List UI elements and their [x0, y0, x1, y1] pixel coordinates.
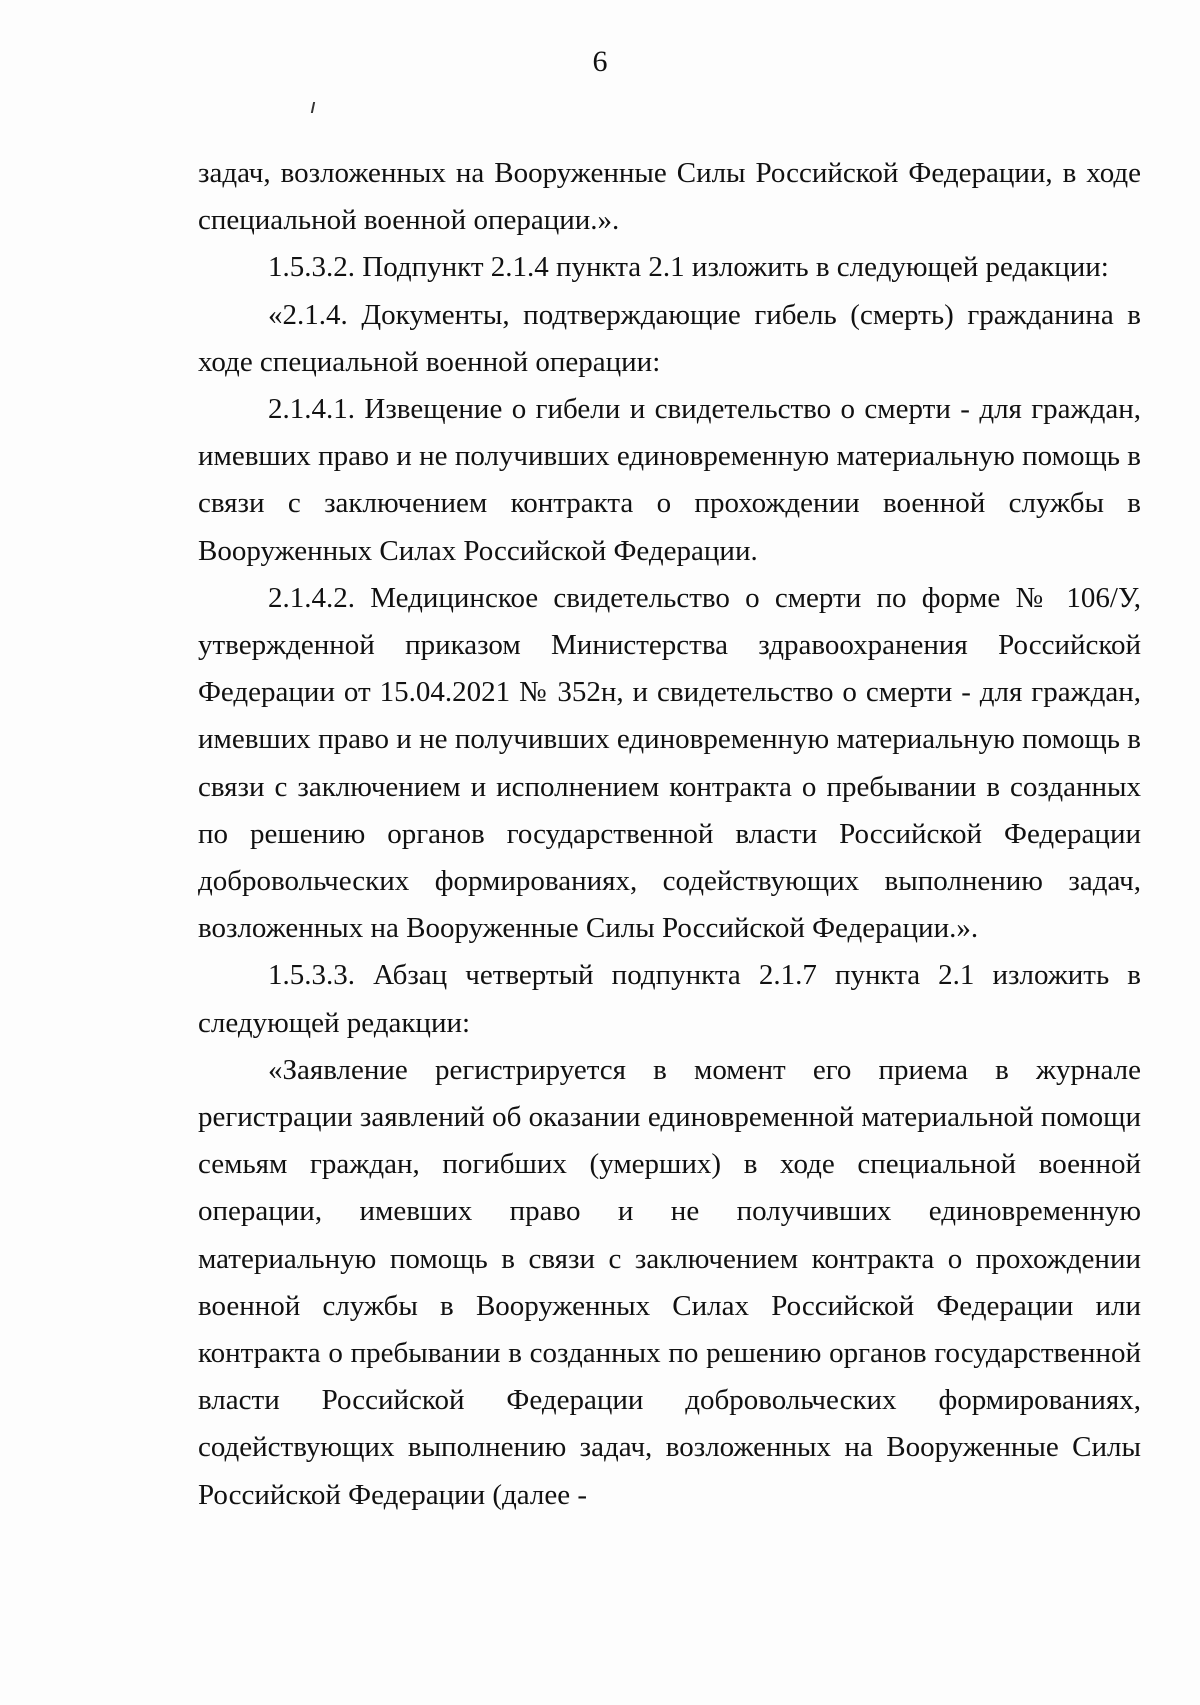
- scan-mark: [311, 102, 315, 113]
- paragraph-application-registration: «Заявление регистрируется в момент его приема в журнале регистрации заявлений об оказании единовременной материальной помощи семьям граждан, погибших (умерших) в ходе специальной военной операции, имевших право и не получивших единовременную материальную помощь в связи с заключением контракта о прохождении военной службы в Вооруженных Силах Российской Федерации или контракта о пребывании в созданных по решению органов государственной власти Российской Федерации добровольческих формированиях, содействующих выполнению задач, возложенных на Вооруженные Силы Российской Федерации (далее -: [198, 1053, 1141, 1511]
- paragraph-continuation: задач, возложенных на Вооруженные Силы Российской Федерации, в ходе специальной военной операции.».: [198, 157, 1141, 237]
- paragraph-2-1-4-2: 2.1.4.2. Медицинское свидетельство о смерти по форме № 106/У, утвержденной приказом Министерства здравоохранения Российской Федерации от 15.04.2021 № 352н, и свидетельство о смерти - для граждан, имевших право и не получивших единовременную материальную помощь в связи с заключением и исполнением контракта о пребывании в созданных по решению органов государственной власти Российской Федерации добровольческих формированиях, содействующих выполнению задач, возложенных на Вооруженные Силы Российской Федерации.».: [198, 581, 1141, 945]
- paragraph-1-5-3-3: 1.5.3.3. Абзац четвертый подпункта 2.1.7 пункта 2.1 изложить в следующей редакции:: [198, 959, 1141, 1039]
- page-number: 6: [592, 45, 608, 78]
- paragraph-2-1-4-1: 2.1.4.1. Извещение о гибели и свидетельство о смерти - для граждан, имевших право и не получивших единовременную материальную помощь в связи с заключением контракта о прохождении военной службы в Вооруженных Силах Российской Федерации.: [198, 393, 1141, 567]
- document-body: [198, 150, 1141, 1519]
- paragraph-2-1-4: «2.1.4. Документы, подтверждающие гибель (смерть) гражданина в ходе специальной военной операции:: [198, 298, 1141, 378]
- paragraph-1-5-3-2: 1.5.3.2. Подпункт 2.1.4 пункта 2.1 изложить в следующей редакции:: [268, 251, 1109, 284]
